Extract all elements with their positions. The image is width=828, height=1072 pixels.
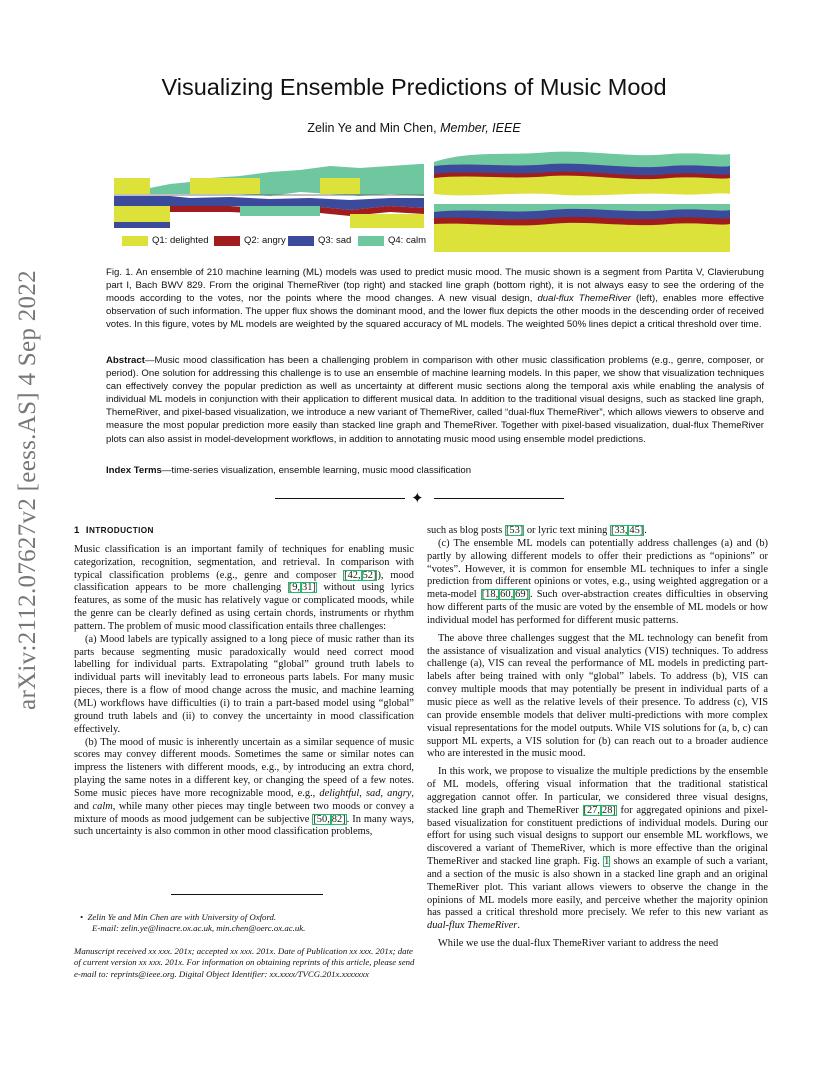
section-heading: 1 INTRODUCTION (74, 525, 154, 536)
index-terms-label: Index Terms (106, 465, 162, 476)
arxiv-sidebar (8, 270, 48, 710)
abstract: Abstract—Music mood classification has been a challenging problem in comparison with other music classification problems (e.g., genre, composer, or period). One solution for addressing this challenge is to use an ensemble of machine learning models. In this paper, we show that visualization techniques can effectively convey the popular prediction as well as uncertainty at different music sections along the temporal axis while enabling the analysis of individual ML models in conjunction with their application to different musical data. In addition to the traditional visual designs, such as stacked line graph, ThemeRiver, and pixel-based visualization, we introduce a new variant of ThemeRiver, called “dual-flux ThemeRiver”, which allows viewers to observe and measure the most popular prediction more easily than stacked line graph and ThemeRiver. Together with pixel-based visualization, dual-flux ThemeRiver plots can also assist in model-development workflows, in addition to annotating music mood using ensemble model predictions. (106, 355, 764, 445)
right-paragraph-3: In this work, we propose to visualize the multiple predictions by the ensemble of ML models, offering visual information that the traditional statistical aggregation cannot offer. In particular, we considered three visual designs, stacked line graph and ThemeRiver [27, 28] for aggregated opinions and pixel-based visualization for constituent predictions of individual models. During our effort for using such visual designs to support our ensemble ML workflows, we discovered a variant of ThemeRiver, which is more effective than the original ThemeRiver and stacked line graph. Fig. 1 shows an example of such a variant, and a section of the music is also shown in a stacked line graph and an original ThemeRiver plot. This variant allows viewers to observe the change in the opinions of ML models more easily, and perceive whether the majority opinion has passed a critical threshold more precisely. We refer to this new variant as dual-flux ThemeRiver. (427, 766, 768, 932)
citation-link[interactable]: 82] (331, 813, 346, 825)
citation-link[interactable]: [50, (313, 813, 330, 825)
citation-link[interactable]: 31] (302, 582, 316, 594)
author-line (0, 121, 828, 135)
right-paragraph-0: such as blog posts [53] or lyric text mining [33, 45]. (427, 525, 647, 536)
citation-link[interactable]: [42, (344, 569, 361, 581)
dual-flux-themeriver (114, 164, 424, 234)
index-terms: Index Terms—time-series visualization, ensemble learning, music mood classification (106, 465, 472, 476)
legend-item-q1 (122, 235, 209, 246)
intro-paragraph-1: Music classification is an important family of techniques for enabling music categorization, recognition, segmentation, and retrieval. In comparison with typical classification problems (e.g., genre and composer [42, 52]), mood classification appears to be more challenging [9, 31] without using lyrics features, as some of the music has relatively vague or complicated moods, while the genre can be clearly defined as using certain chords, instruments or rhythm pattern. The problem of music mood classification entails three challenges: (74, 543, 414, 632)
legend-item-q2 (214, 235, 286, 246)
upper-flux-yellow (114, 178, 150, 194)
right-paragraph-1: (c) The ensemble ML models can potentially address challenges (a) and (b) partly by allowing different models to offer their predictions as “opinions” or “votes”. However, it is common for ensemble ML techniques to infer a single prediction from different opinions or votes, e.g., using weighted aggregation or a meta-model [18, 60, 69]. Such over-abstraction creates difficulties in observing how different parts of the music are voted by the ensemble of ML models or how individual model has performed for different music patterns. (427, 537, 768, 626)
legend-swatch (288, 236, 314, 246)
citation-link[interactable]: 52] (362, 569, 377, 581)
legend-item-q4 (358, 235, 426, 246)
divider-diamond: ✦ (411, 490, 424, 507)
original-themeriver (434, 152, 730, 196)
citation-link[interactable]: [27, (583, 804, 600, 816)
footnote-rule (171, 894, 323, 895)
citation-link[interactable]: [9, (288, 582, 301, 594)
citation-link[interactable]: [53] (505, 525, 524, 536)
section-divider-left (275, 498, 405, 499)
page-title: Visualizing Ensemble Predictions of Music Mood (161, 74, 667, 100)
legend-swatch (122, 236, 148, 246)
citation-link[interactable]: [33, (610, 525, 628, 536)
manuscript-note: Manuscript received xx xxx. 201x; accepted xx xxx. 201x. Date of Publication xx xxx. 201x; date of current version xx xxx. 201x. For information on obtaining reprints of this article, please send e-mail to: reprints@ieee.org. Digital Object Identifier: xx.xxxx/TVCG.201x.xxxxxxx (74, 946, 415, 979)
legend-swatch (358, 236, 384, 246)
figure-legend (122, 235, 742, 251)
citation-link[interactable]: 28] (602, 804, 616, 816)
figure-caption: Fig. 1. An ensemble of 210 machine learning (ML) models was used to predict music mood. The music shown is a segment from Partita V, Clavierubung part I, Bach BWV 829. From the original ThemeRiver (top right) and stacked line graph (bottom right), it is not always easy to see the ordering of the moods according to the votes, nor the points where the mood changes. A new visual design, dual-flux ThemeRiver (left), enables more effective observation of such information. The upper flux shows the dominant mood, and the lower flux depicts the other moods in the descending order of received votes. In this figure, votes by ML models are weighted by the squared accuracy of ML models. The weighted 50% lines depict a critical threshold over time. (106, 267, 764, 331)
figure-reference-link[interactable]: 1 (604, 856, 610, 868)
author-names: Zelin Ye and Min Chen, (307, 121, 437, 135)
right-paragraph-2: The above three challenges suggest that the ML technology can benefit from the assistance of visualization and visual analytics (VIS) techniques. To address challenge (a), VIS can reveal the performance of ML models in predicting part-labels after being trained with only “global” labels. To address (b), VIS can convey multiple moods that may potentially be present in individual parts of a music piece as well as the relative levels of their presence. To address (c), VIS can provide ensemble models that deliver multi-predictions with more complex visual representations for the model outputs. While VIS solutions for (a, b, c) can support ML experts, a VIS solution for (b) can reach out to a broader audience who are interested in the music mood. (427, 632, 768, 760)
legend-label: Q1: delighted (152, 235, 209, 246)
legend-label: Q4: calm (388, 235, 427, 246)
author-membership: Member, IEEE (440, 121, 521, 135)
right-paragraph-4: While we use the dual-flux ThemeRiver variant to address the need (438, 938, 719, 950)
intro-paragraph-3: (b) The mood of music is inherently uncertain as a similar sequence of music scores may convey different moods. Sometimes the same or similar notes can impress the listeners with different moods, e.g., by introducing an extra chord, playing the same notes in a different key, or changing the speed of a few notes. Some music pieces have more recognizable mood, e.g., delightful, sad, angry, and calm, while many other pieces may tingle between two moods or convey a mixture of moods as mood judgement can be subjective [50, 82]. In many ways, such uncertainty is also common in other mood classification problems, (74, 736, 414, 838)
legend-label: Q3: sad (318, 235, 352, 246)
legend-item-q3 (288, 235, 351, 246)
legend-label: Q2: angry (244, 235, 286, 246)
arxiv-id: arXiv:2112.07627v2 [eess.AS] 4 Sep 2022 (14, 270, 41, 710)
right-column (427, 525, 768, 951)
citation-link[interactable]: [18, (481, 589, 499, 601)
citation-link[interactable]: 45] (629, 525, 644, 536)
section-divider-right (434, 498, 564, 499)
citation-link[interactable]: 69] (515, 589, 530, 601)
legend-swatch (214, 236, 240, 246)
left-column (74, 525, 414, 839)
abstract-label: Abstract (106, 355, 145, 366)
citation-link[interactable]: 60, (500, 589, 514, 601)
author-footnote: • Zelin Ye and Min Chen are with University of Oxford. E-mail: zelin.ye@linacre.ox.ac.uk, min.chen@oerc.ox.ac.uk. (80, 912, 306, 934)
intro-paragraph-2: (a) Mood labels are typically assigned to a long piece of music rather than its parts because segmenting music paradoxically would need correct mood labelling for individual parts. Extrapolating “global” ground truth labels to individual parts will inevitably lead to erroneous parts labels. For many music pieces, there is a flow of mood change across the music, and machine learning (ML) workflows have difficulties (i) to train a part-based model using “global” ground truth labels and (ii) to convey the uncertainty in mood classification effectively. (74, 633, 414, 735)
